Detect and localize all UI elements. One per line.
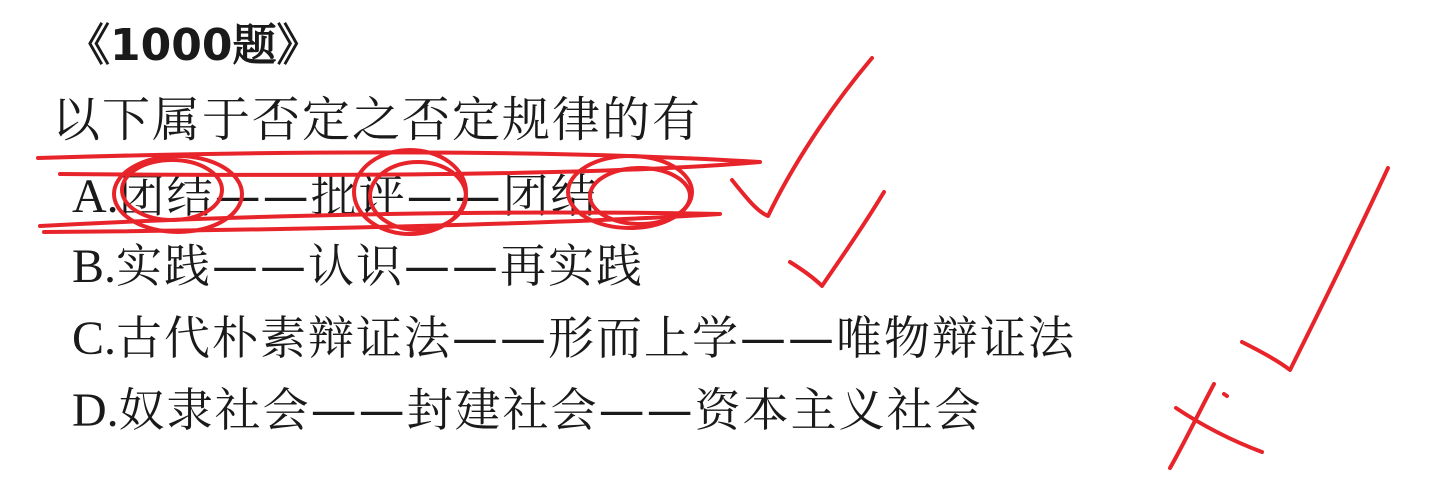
option-c-check-icon	[1242, 168, 1388, 370]
option-c	[72, 310, 1076, 367]
option-a-circle-3b	[590, 168, 690, 224]
option-a-check-icon	[732, 58, 872, 216]
option-d	[72, 382, 983, 439]
option-d-cross-icon-stroke-2	[1170, 384, 1214, 468]
option-d-cross-dot	[1224, 394, 1227, 396]
option-c-text: 古代朴素辩证法——形而上学——唯物辩证法	[116, 311, 1077, 365]
option-b-text: 实践——认识——再实践	[116, 239, 645, 293]
option-d-text: 奴隶社会——封建社会——资本主义社会	[118, 383, 983, 437]
option-c-letter: C.	[72, 312, 117, 365]
option-b-letter: B.	[72, 240, 117, 293]
option-a	[72, 168, 599, 225]
option-b-check-icon	[790, 192, 884, 286]
option-d-cross-icon-stroke-1	[1176, 408, 1262, 452]
option-b	[72, 238, 644, 295]
question-text: 以下属于否定之否定规律的有	[52, 92, 703, 148]
option-a-text: 团结——批评——团结	[118, 169, 599, 223]
option-d-letter: D.	[72, 384, 119, 437]
book-title: 《1000题》	[66, 20, 321, 71]
option-a-letter: A.	[72, 170, 119, 223]
